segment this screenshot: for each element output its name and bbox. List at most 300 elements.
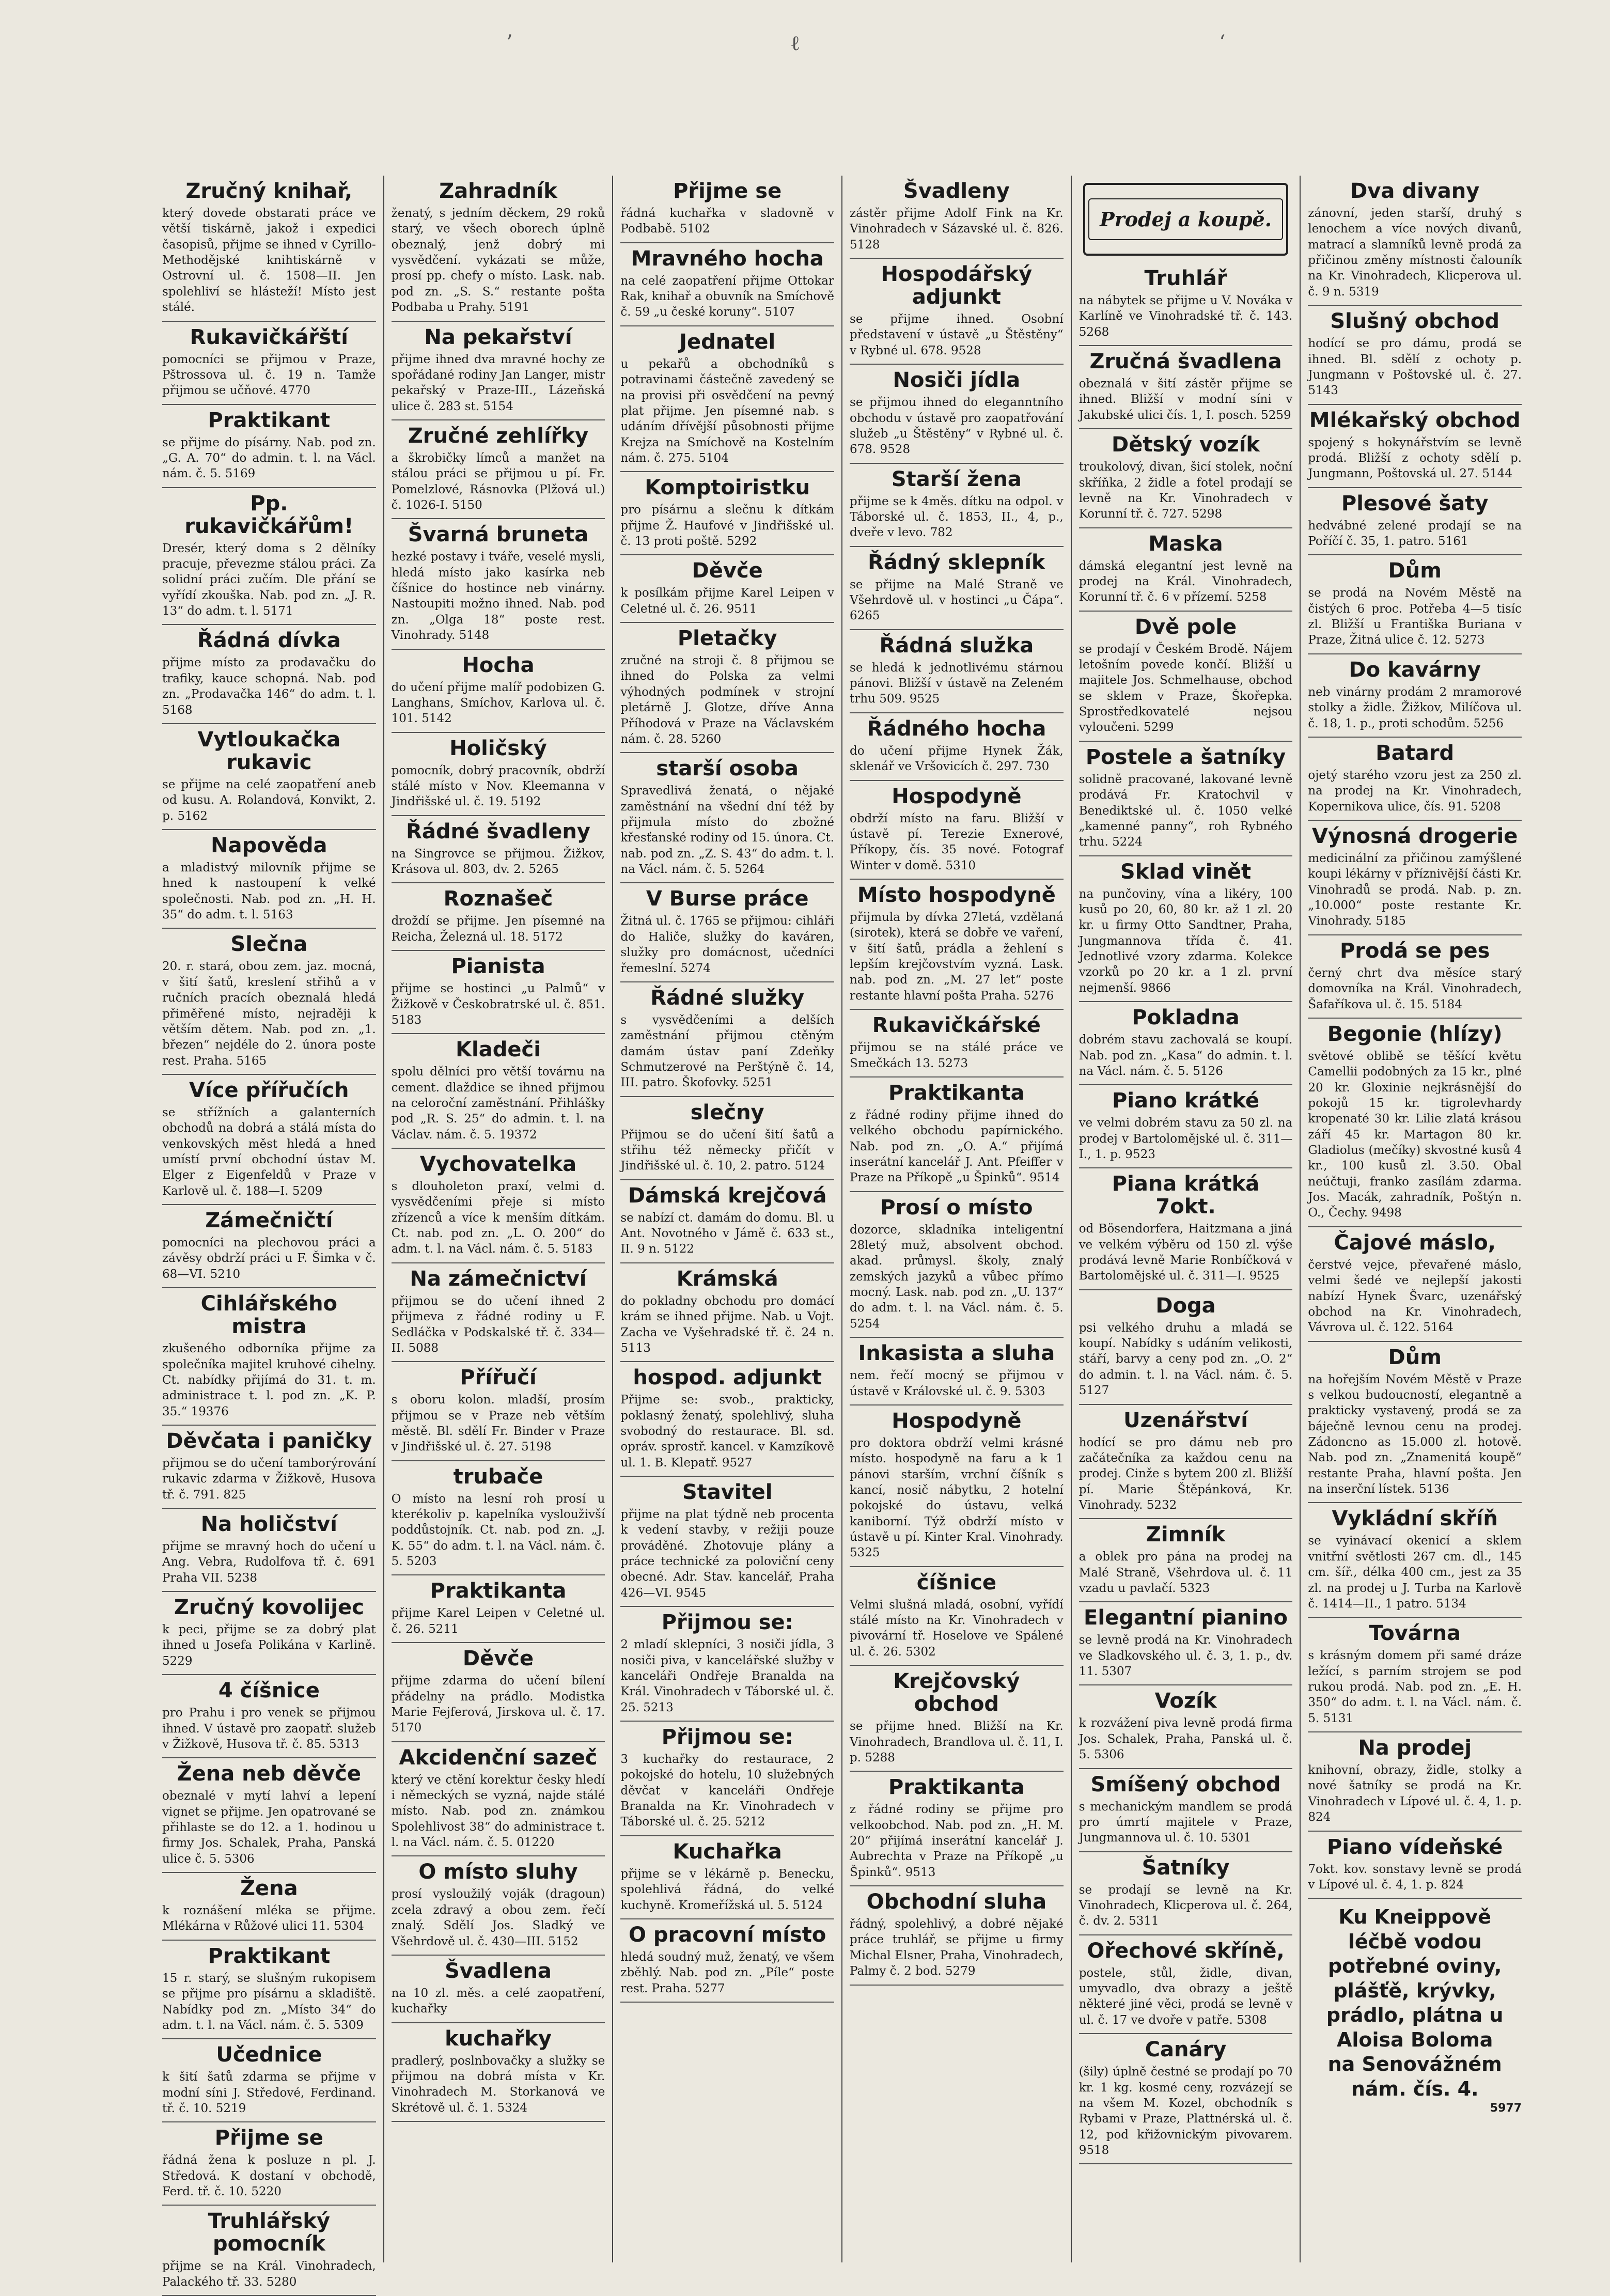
classified-ad [392, 951, 605, 1034]
ad-body: dámská elegantní jest levně na prodej na Král. Vinohradech, Korunní tř. č. 6 v přízemí. 5258 [1078, 559, 1293, 604]
closing-line2: léčbě vodou [1348, 1930, 1482, 1953]
ad-title: Roznašeč [443, 887, 553, 911]
ad-title: Prosí o místo [880, 1195, 1033, 1220]
classified-ad [162, 1675, 376, 1758]
ad-body: se přijmou ihned do eleganntního obchodu v ústavě pro zaopatřování služeb „u Štěstěny“ v Rybné ul. č. 678. 9528 [850, 396, 1064, 457]
ad-title: Maska [1148, 532, 1223, 556]
classified-ad [392, 883, 605, 951]
ad-title: Obchodní sluha [866, 1890, 1047, 1914]
ad-body: k rozvážení piva levně prodá firma Jos. Schalek, Praha, Panská ul. č. 5. 5306 [1078, 1716, 1293, 1762]
classified-ad [162, 1075, 376, 1205]
ad-title: Hospodyně [892, 1409, 1022, 1433]
ad-title: Řádný sklepník [868, 550, 1045, 574]
ad-body: na Singrovce se přijmou. Žižkov, Krásova ul. 803, dv. 2. 5265 [391, 847, 605, 877]
ad-title: Přířučí [460, 1366, 537, 1390]
mark-2: ℓ [790, 32, 801, 55]
ad-title: Žena [240, 1877, 298, 1901]
classified-ad [392, 2023, 605, 2122]
ad-body: troukolový, divan, šicí stolek, noční skříňka, 2 židle a fotel prodají se levně na Kr. Vinohradech v Korunní tř. č. 727. 5298 [1078, 460, 1293, 521]
classified-ad [162, 1205, 376, 1288]
ad-title: starší osoba [656, 757, 799, 781]
classified-ad [850, 1405, 1064, 1567]
classified-ad [162, 1758, 376, 1873]
classified-ad [1308, 935, 1522, 1019]
ad-body: se střížních a galanterních obchodů na dobrá a stálá místa do venkovských měst hledá a hned umístí první obchodní ústav M. Elger z Eigenfeldů v Praze v Karlově ul. č. 188—I. 5209 [162, 1105, 376, 1198]
classified-ad [162, 1509, 376, 1592]
classified-ad [1308, 306, 1522, 404]
ad-body: zástěr přijme Adolf Fink na Kr. Vinohradech v Sázavské ul. č. 826. 5128 [850, 207, 1064, 252]
ad-title: Továrna [1369, 1621, 1461, 1646]
ad-title: Pletačky [677, 627, 777, 651]
classified-ad [850, 1666, 1064, 1772]
ad-body: s krásným domem při samé dráze ležící, s parním strojem se pod rukou prodá. Nab. pod zn. „E. H. 350“ do adm. t. l. na Václ. nám. č. 5. 5131 [1308, 1649, 1522, 1725]
ad-body: z řádné rodiny se přijme pro velkoobchod. Nab. pod zn. „H. M. 20“ přijímá inserátní kancelář J. Aubrechta v Praze na Příkopě „u Špinků“. 9513 [850, 1803, 1064, 1879]
ad-body: do pokladny obchodu pro domácí krám se ihned přijme. Nab. u Vojt. Zacha ve Vyšehradské tř. č. 24 n. 5113 [620, 1294, 835, 1355]
closing-line3: potřebné oviny, plášťě, krývky, prádlo, plátna u [1326, 1955, 1504, 2027]
classified-ad [392, 1575, 605, 1643]
ad-title: Prodá se pes [1339, 939, 1490, 963]
ad-body: pomocníci na plechovou práci a závěsy obdrží práci u F. Šimka v č. 68—VI. 5210 [162, 1236, 376, 1281]
ad-body: dobrém stavu zachovalá se koupí. Nab. pod zn. „Kasa“ do admin. t. l. na Václ. nám. č. 5. 5126 [1078, 1033, 1293, 1078]
ad-body: přijme se mravný hoch do učení u Ang. Vebra, Rudolfova tř. č. 691 Praha VII. 5238 [162, 1540, 376, 1585]
ad-body: k peci, přijme se za dobrý plat ihned u Josefa Polikána v Karlině. 5229 [162, 1623, 376, 1668]
ad-body: přijme se na Král. Vinohradech, Palackého tř. 33. 5280 [162, 2259, 376, 2289]
ad-body: hodící se pro dámu, prodá se ihned. Bl. sdělí z ochoty p. Jungmann v Poštovské ul. č. 27. 5143 [1308, 337, 1522, 398]
ad-title: Uzenářství [1123, 1408, 1248, 1432]
ad-title: Zámečničtí [205, 1209, 333, 1233]
ad-body: přijmula by dívka 27letá, vzdělaná (sirotek), která se dobře ve vaření, v šití šatů, prádla a žehlení s lepším krejčovstvím vyzná. Lask. nab. pod zn. „M. 27 let“ poste restante hlavní pošta Praha. 5276 [850, 910, 1064, 1003]
ad-title: Švadleny [903, 179, 1010, 203]
ad-body: hodící se pro dámu neb pro začátečníka za každou cenu na prodej. Cinže s bytem 200 zl. Bližší pí. Marie Štěpánková, Kr. Vinohrady. 5232 [1078, 1435, 1293, 1512]
classified-ad [1079, 1405, 1293, 1520]
ad-body: přijmou se do učení ihned 2 přijmeva z řádné rodiny u F. Sedláčka v Podskalské tř. č. 334—II. 5088 [391, 1294, 605, 1355]
ad-body: pro Prahu i pro venek se přijmou ihned. V ústavě pro zaopatř. služeb v Žižkově, Husova tř. č. 85. 5313 [162, 1706, 376, 1751]
ad-title: Řádná dívka [197, 629, 341, 653]
ad-title: Praktikant [208, 408, 331, 432]
classified-ad [1308, 176, 1522, 306]
ad-body: přijme ihned dva mravné hochy ze spořádané rodiny Jan Langer, mistr pekařský v Praze-III., Lázeňská ulice č. 283 st. 5154 [391, 352, 605, 413]
classified-ad [392, 1742, 605, 1857]
ad-body: hezké postavy i tváře, veselé mysli, hledá místo jako kasírka neb číšnice do hostince neb vinárny. Nastoupiti možno ihned. Nab. pod zn. „Olga 18“ poste rest. Vinohrady. 5148 [391, 550, 605, 643]
classified-ad [1079, 1602, 1293, 1685]
ad-body: na hořejším Novém Městě v Praze s velkou budoucností, elegantně a prakticky vystavený, prodá se za báječně levnou cenu na prodej. Zádoncno as 15.000 zl. hotově. Nab. pod zn. „Znamenitá koupě“ restante Praha, hlavní pošta. Jen na inserční lístek. 5136 [1308, 1372, 1522, 1496]
ad-title: Děvče [462, 1647, 534, 1671]
ad-body: O místo na lesní roh prosí u kterékoliv p. kapelníka vyslouživší poddůstojník. Ct. nab. pod zn. „J. K. 55“ do adm. t. l. na Václ. nám. č. 5. 5203 [391, 1492, 605, 1569]
promo-box [1083, 183, 1289, 256]
page-marks [0, 31, 1610, 62]
ad-title: Nosiči jídla [893, 368, 1021, 393]
classified-ad [850, 1772, 1064, 1886]
ad-title: Děvčata i paničky [166, 1429, 372, 1453]
classified-ad [1308, 1503, 1522, 1618]
ad-title: trubače [453, 1464, 543, 1489]
classified-ad [1079, 2034, 1293, 2164]
ad-title: Cihlářského mistra [200, 1292, 338, 1339]
ad-body: černý chrt dva měsíce starý domovníka na Král. Vinohradech, Šafaříkova ul. č. 15. 5184 [1308, 966, 1522, 1011]
closing-line4: Aloisa Boloma [1336, 2028, 1493, 2051]
mark-3: ‘ [1219, 31, 1226, 55]
ad-title: Řádná služka [879, 633, 1034, 658]
ad-title: Mravného hocha [631, 246, 824, 271]
classified-ad [620, 472, 834, 555]
classified-ad [1079, 856, 1293, 1003]
ad-body: u pekařů a obchodníků s potravinami částečně zavedený se na provisi při osvědčení na pevný plat přijme. Jen písemné nab. s udáním dřívější působnosti přijme Krejza na Smíchově na Kostelním nám. č. 275. 5104 [620, 357, 835, 465]
ad-body: prosí vysloužilý voják (dragoun) zcela zdravý a obou zem. řečí znalý. Sdělí Jos. Sladký ve Všehrdově ul. č. 430—III. 5152 [391, 1887, 605, 1948]
ad-body: řádný, spolehlivý, a dobré nějaké práce truhlář, se přijme u firmy Michal Elsner, Praha, Vinohradech, Palmy č. 2 bod. 5279 [850, 1917, 1064, 1978]
classified-ad [1308, 1227, 1522, 1342]
ad-body: ženatý, s jedním děckem, 29 roků starý, ve všech oborech úplně obeznalý, jenž dobrý mi vysvědčení. vykázati se může, prosí pp. chefy o místo. Lask. nab. pod zn. „S. S.“ restante pošta Podbaba u Prahy. 5191 [391, 207, 605, 315]
ad-body: postele, stůl, židle, divan, umyvadlo, dva obrazy a ještě některé jiné věci, prodá se levně v ul. č. 17 ve dvoře v patře. 5308 [1078, 1966, 1293, 2027]
ad-title: Na holičství [200, 1512, 337, 1537]
classified-ad [1079, 742, 1293, 856]
ad-title: číšnice [916, 1570, 996, 1595]
ad-title: Truhlářský pomocník [208, 2209, 331, 2256]
ad-body: hledá soudný muž, ženatý, ve všem zběhlý. Nab. pod zn. „Píle“ poste rest. Praha. 5277 [620, 1950, 835, 1995]
classified-ad [850, 1010, 1064, 1077]
ad-title: Přijmou se: [661, 1725, 793, 1749]
ad-body: přijme na plat týdně neb procenta k vedení stavby, v režiji pouze prováděné. Zhotovuje plány a práce technické za poloviční ceny obecné. Adr. Stav. kancelář, Praha 426—VI. 9545 [620, 1508, 835, 1600]
ad-body: se prodají v Českém Brodě. Nájem letošním povede končí. Bližší u majitele Jos. Schmelhause, obchod se sklem v Praze, Škořepka. Sprostředkovatelé nejsou vyloučeni. 5299 [1078, 642, 1293, 735]
ad-title: Švadlena [445, 1959, 552, 1983]
ad-title: Begonie (hlízy) [1327, 1022, 1503, 1046]
ad-title: Hospodářský adjunkt [881, 262, 1033, 309]
classified-ad [1079, 1290, 1293, 1405]
ad-body: (šily) úplně čestné se prodají po 70 kr. 1 kg. kosmé ceny, rozvázejí se na všem M. Kozel, obchodník s Rybami v Praze, Plattnérská ul. č. 12, pod křižovnickým pivovarem. 9518 [1078, 2065, 1293, 2157]
ad-body: ojetý starého vzoru jest za 250 zl. na prodej na Kr. Vinohradech, Kopernikova ulice, čís. 91. 5208 [1308, 768, 1522, 814]
closing-line5: na Senovážném nám. čís. 4. [1327, 2053, 1502, 2100]
ad-body: přijme se hostinci „u Palmů“ v Žižkově v Českobratrské ul. č. 851. 5183 [391, 982, 605, 1027]
classified-ad [1079, 1685, 1293, 1769]
classified-ad [1079, 1002, 1293, 1085]
closing-line1: Ku Kneippově [1338, 1905, 1491, 1929]
classified-ad [620, 1477, 834, 1607]
ad-body: na punčoviny, vína a likéry, 100 kusů po 20, 60, 80 kr. až 1 zl. 20 kr. u firmy Otto Sandtner, Praha, Jungmannova třída č. 41. Jednotlivé vzory zdarma. Kolekce vzorků po 20 kr. a 1 zl. první nejmenší. 9866 [1078, 887, 1293, 995]
classified-ad [620, 623, 834, 753]
classified-ad [392, 420, 605, 519]
closing-code: 5977 [1490, 2102, 1522, 2115]
ad-body: spolu dělníci pro větší továrnu na cement. dlaždice se ihned přijmou na celoroční zaměstnání. Přihlášky pod „R. S. 25“ do admin. t. l. na Václav. nám. č. 5. 19372 [391, 1065, 605, 1142]
classified-ad [1079, 528, 1293, 612]
classified-ad [850, 781, 1064, 880]
ad-body: zkušeného odborníka přijme za společníka majitel kruhové cihelny. Ct. nabídky přijímá do 31. t. m. administrace t. l. pod zn. „K. P. 35.“ 19376 [162, 1342, 376, 1418]
ad-title: Přijme se [214, 2126, 323, 2150]
ad-body: se prodají se levně na Kr. Vinohradech, Klicperova ul. č. 264, č. dv. 2. 5311 [1078, 1883, 1293, 1928]
ad-body: se nabízí ct. damám do domu. Bl. u Ant. Novotného v Jámě č. 633 st., II. 9 n. 5122 [620, 1211, 835, 1256]
classified-ad [1079, 1935, 1293, 2034]
ad-title: Ořechové skříně, [1087, 1939, 1285, 1963]
ad-body: přijme se v lékárně p. Benecku, spolehlivá řádná, do velké kuchyně. Kromeřížská ul. 5. 5124 [620, 1867, 835, 1912]
classified-ad [850, 1886, 1064, 1985]
ad-title: Praktikant [208, 1944, 331, 1968]
ad-title: Napověda [211, 833, 327, 857]
ad-body: řádná kuchařka v sladovně v Podbabě. 5102 [620, 207, 835, 236]
classified-ad [1308, 1019, 1522, 1227]
classified-ad [850, 1192, 1064, 1338]
column-1 [155, 176, 383, 2289]
ad-title: Zručné zehlířky [408, 424, 589, 448]
classified-ad [850, 713, 1064, 781]
ad-body: přijmou se na stálé práce ve Smečkách 13. 5273 [850, 1041, 1064, 1070]
ad-title: slečny [690, 1100, 764, 1124]
classified-ad [392, 1956, 605, 2023]
ad-title: Komptoiristku [645, 476, 810, 500]
classified-ad [392, 1643, 605, 1742]
ad-title: O pracovní místo [628, 1923, 826, 1947]
ad-body: neb vinárny prodám 2 mramorové stolky a židle. Žižkov, Milíčova ul. č. 18, 1. p., proti schodům. 5256 [1308, 685, 1522, 730]
ad-body: na 10 zl. měs. a celé zaopatření, kuchařky [391, 1986, 605, 2016]
ad-body: pomocník, dobrý pracovník, obdrží stálé místo v Nov. Kleemanna v Jindřišské ul. č. 19. 5192 [391, 763, 605, 809]
ad-title: Šatníky [1142, 1855, 1230, 1880]
ad-body: Přijmou se do učení šití šatů a střihu též německy přičít v Jindřišské ul. č. 10, 2. patro. 5124 [620, 1128, 835, 1173]
classified-ad [620, 1097, 834, 1180]
ad-body: který dovede obstarati práce ve větší tiskárně, jakož i expedici časopisů, přijme se ihned v Cyrillo-Methodějské knihtiskárně v Ostrovní ul. č. 1508—II. Jen spolehliví se hlásteží! Místo jest stálé. [162, 207, 376, 315]
ad-title: Holičský [449, 736, 547, 760]
ad-body: a mladistvý milovník přijme se hned k nastoupení k velké společnosti. Nab. pod zn. „H. H. 35“ do adm. t. l. 5163 [162, 861, 376, 922]
ad-body: Spravedlivá ženatá, o nějaké zaměstnání na všední dní též by přijmula místo do zbožné křesťanské rodiny od 15. února. Ct. nab. pod zn. „Z. S. 43“ do adm. t. l. na Václ. nám. č. 5. 5264 [620, 784, 835, 877]
promo-box-label: Prodej a koupě. [1088, 198, 1284, 240]
classified-ad [1308, 488, 1522, 556]
ad-title: Truhlář [1144, 267, 1227, 290]
ad-title: Plesové šaty [1341, 491, 1489, 516]
ad-title: Na pekařství [424, 325, 572, 349]
classified-ad [1308, 405, 1522, 488]
ad-body: Žitná ul. č. 1765 se přijmou: cihláři do Haliče, služky do kaváren, služky pro domácnost, učedníci řemeslní. 5274 [620, 914, 835, 975]
ad-title: Řádného hocha [867, 716, 1046, 741]
ad-title: Dům [1388, 559, 1442, 583]
classified-ad [162, 176, 376, 322]
classified-ad [850, 1077, 1064, 1192]
ad-body: přijme se k 4měs. dítku na odpol. v Táborské ul. č. 1853, II., 4, p., dveře v levo. 782 [850, 494, 1064, 540]
classified-ad [620, 326, 834, 473]
ad-body: přijme Karel Leipen v Celetné ul. č. 26. 5211 [391, 1606, 605, 1636]
classified-ad [1079, 1168, 1293, 1290]
ad-title: Místo hospodyně [857, 883, 1056, 907]
classified-ad [620, 555, 834, 623]
classified-ad [162, 2039, 376, 2122]
classified-ad [1079, 1769, 1293, 1852]
ad-title: Zručný knihař, [185, 179, 353, 203]
ad-body: pro písárnu a slečnu k dítkám přijme Ž. Haufové v Jindřišské ul. č. 13 proti poště. 5292 [620, 503, 835, 549]
ad-body: zánovní, jeden starší, druhý s lenochem a více nových divanů, matrací a slamníků levně prodá za přičinou změny místnosti čalouník na Kr. Vinohradech, Klicperova ul. č. 9 n. 5319 [1308, 207, 1522, 299]
ad-body: světové oblibě se těšící květu Camellii podobných za 15 kr., plné 20 kr. Gloxinie nejkrásnější do pokojů 15 kr. tigrolevhardy kropenaté 30 kr. Lilie zlatá krásou září 45 kr. Martagon 80 kr. Gladiolus (mečíky) skvostné kusů 4 kr., 100 kusů zl. 3.50. Obal neúčtuji, franko zasílám zdarma. Jos. Macák, zahradník, Poštýn n. O., Čechy. 9498 [1308, 1049, 1522, 1220]
ad-title: Zručná švadlena [1089, 350, 1282, 374]
ad-title: Na prodej [1358, 1736, 1472, 1760]
ad-body: s vysvědčeními a delších zaměstnání přijmou ctěným damám ústav paní Zdeňky Schmutzerové na Perštýně č. 14, III. patro. Škofovky. 5251 [620, 1013, 835, 1090]
ad-title: Dva divany [1350, 179, 1480, 203]
ad-title: Sklad vinět [1120, 860, 1252, 884]
classified-ad [850, 464, 1064, 547]
ad-title: Do kavárny [1349, 658, 1481, 682]
ad-title: Pp. rukavičkářům! [184, 491, 354, 538]
classified-ad [392, 1034, 605, 1149]
ad-title: Postele a šatníky [1085, 745, 1286, 769]
classified-ad [1079, 1085, 1293, 1168]
ad-body: čerstvé vejce, převařené máslo, velmi šedé ve nejlepší jakosti nabízí Hynek Švarc, uzenářský obchod na Kr. Vinohradech, Vávrova ul. č. 122. 5164 [1308, 1258, 1522, 1335]
classified-ad [620, 1263, 834, 1362]
ad-title: Jednatel [679, 330, 776, 354]
ad-title: Canáry [1145, 2038, 1227, 2062]
classified-ad [620, 883, 834, 982]
ad-title: Slečna [230, 932, 308, 957]
ad-body: do učení přijme Hynek Žák, sklenář ve Vršovicích č. 297. 730 [850, 744, 1064, 774]
ad-title: Zahradník [439, 179, 557, 203]
ad-body: 2 mladí sklepníci, 3 nosiči jídla, 3 nosiči piva, v kancelářské služby v kanceláři Ondřeje Branalda na Král. Vinohradech v Táborské ul. č. 25. 5213 [620, 1638, 835, 1714]
ad-title: kuchařky [445, 2026, 552, 2051]
ad-body: se levně prodá na Kr. Vinohradech ve Sladkovského ul. č. 3, 1. p., dv. 11. 5307 [1078, 1633, 1293, 1679]
ad-title: Krejčovský obchod [893, 1669, 1020, 1716]
ad-title: Zručný kovolijec [174, 1596, 364, 1620]
ad-body: solidně pracované, lakované levně prodává Fr. Kratochvil v Benediktské ul. č. 1050 velké „kamenné panny“, roh Rybného trhu. 5224 [1078, 772, 1293, 849]
ad-body: obdrží místo na faru. Bližší v ústavě pí. Terezie Exnerové, Příkopy, čís. 35 nové. Fotograf Winter v domě. 5310 [850, 811, 1064, 872]
ad-body: 7okt. kov. sonstavy levně se prodá v Lípové ul. č. 4, 1. p. 824 [1308, 1862, 1522, 1892]
classified-ad [162, 625, 376, 724]
classified-ad [392, 519, 605, 649]
ad-title: Dámská krejčová [628, 1183, 827, 1208]
ad-title: Smíšený obchod [1090, 1772, 1281, 1797]
ad-title: Vykládní skříň [1332, 1507, 1498, 1531]
ad-title: Praktikanta [888, 1775, 1025, 1800]
column-3 [612, 176, 841, 2262]
classified-ad [620, 176, 834, 243]
classified-ad [1079, 1519, 1293, 1602]
classified-ad [1308, 1618, 1522, 1732]
ad-body: s oboru kolon. mladší, prosím přijmou se v Praze neb větším městě. Bl. sdělí Fr. Binder v Praze v Jindřišské ul. č. 27. 5198 [391, 1393, 605, 1454]
ad-body: se hledá k jednotlivému stárnou pánovi. Bližší v ústavě na Zeleném trhu 509. 9525 [850, 661, 1064, 706]
classified-ad [392, 1461, 605, 1576]
ad-title: Dětský vozík [1112, 433, 1260, 457]
column-4 [841, 176, 1071, 2262]
classified-ad [620, 1607, 834, 1722]
ad-title: Mlékařský obchod [1309, 408, 1521, 432]
classified-ad [162, 929, 376, 1075]
classified-ad [162, 322, 376, 405]
classified-ad [162, 488, 376, 626]
ad-body: z řádné rodiny přijme ihned do velkého obchodu papírnického. Nab. pod zn. „O. A.“ přijímá inserátní kancelář J. Ant. Pfeiffer v Praze na Příkopě „u Špinků“. 9514 [850, 1108, 1064, 1185]
ad-title: Dvě pole [1134, 615, 1237, 639]
classified-ad [162, 830, 376, 929]
ad-title: Krámská [676, 1267, 778, 1291]
classified-ad [1308, 1732, 1522, 1831]
classified-ad [162, 405, 376, 488]
ad-body: hedvábné zelené prodají se na Poříčí č. 35, 1. patro. 5161 [1308, 519, 1522, 549]
classified-ad [1079, 1852, 1293, 1935]
classified-ad [1308, 654, 1522, 738]
classified-ad [392, 816, 605, 884]
ad-title: Starší žena [891, 467, 1022, 491]
classified-ad [1079, 346, 1293, 429]
classified-ad [392, 1149, 605, 1263]
classified-ad [392, 1263, 605, 1362]
ad-title: Výnosná drogerie [1312, 824, 1518, 848]
ad-title: Řádné švadleny [406, 819, 590, 844]
ad-body: se prodá na Novém Městě na čistých 6 proc. Potřeba 4—5 tisíc zl. Bližší u Františka Buriana v Praze, Žitná ulice č. 12. 5273 [1308, 586, 1522, 647]
classified-page [155, 176, 1529, 2289]
ad-body: pradlerý, poslnbovačky a služky se přijmou na dobrá místa v Kr. Vinohradech M. Storkanová ve Skrétově ul. č. 1. 5324 [391, 2054, 605, 2115]
column-6 [1300, 176, 1529, 2262]
ad-title: Rukavičkářští [190, 325, 348, 349]
ad-title: Pokladna [1132, 1006, 1240, 1030]
classified-ad [850, 176, 1064, 259]
classified-ad [1079, 429, 1293, 528]
ad-body: se přijme na celé zaopatření aneb od kusu. A. Rolandová, Konvikt, 2. p. 5162 [162, 777, 376, 823]
ad-title: Přijme se [673, 179, 782, 203]
ad-title: Řádné služky [650, 986, 805, 1010]
ad-title: Rukavičkářské [872, 1013, 1041, 1038]
ad-title: Piano krátké [1112, 1089, 1260, 1113]
classified-ad [392, 1856, 605, 1955]
ad-body: přijme místo za prodavačku do trafiky, kauce schopná. Nab. pod zn. „Prodavačka 146“ do adm. t. l. 5168 [162, 656, 376, 717]
ad-body: přijmou se do učení tamborýrování rukavic zdarma v Žižkově, Husova tř. č. 791. 825 [162, 1456, 376, 1502]
classified-ad [162, 1592, 376, 1675]
ad-title: O místo sluhy [418, 1860, 578, 1884]
classified-ad [162, 1873, 376, 1941]
ad-body: se přijme ihned. Osobní představení v ústavě „u Štěstěny“ v Rybné ul. 678. 9528 [850, 313, 1064, 357]
classified-ad [162, 2122, 376, 2206]
ad-body: Dresér, který doma s 2 dělníky pracuje, převezme stálou práci. Za solidní práci zučím. Dle přání se vyřídí zkouška. Nab. pod zn. „J. R. 13“ do adm. t. l. 5171 [162, 541, 376, 618]
ad-title: Vytloukačka rukavic [197, 727, 341, 774]
ad-title: Pianista [451, 955, 545, 979]
classified-ad [1079, 263, 1293, 346]
classified-ad [162, 1426, 376, 1509]
classified-ad [850, 259, 1064, 365]
ad-title: Učednice [216, 2043, 322, 2067]
ad-title: Vychovatelka [419, 1152, 577, 1177]
ad-title: Na zámečnictví [410, 1267, 587, 1291]
classified-ad [850, 880, 1064, 1010]
ad-body: medicinální za přičinou zamýšlené koupi lékárny v příznivější části Kr. Vinohradů se prodá. Nab. p. zn. „10.000“ poste restante Kr. Vinohrady. 5185 [1308, 851, 1522, 928]
classified-ad [392, 176, 605, 322]
ad-title: 4 číšnice [218, 1679, 320, 1703]
ad-body: do učení přijme malíř podobizen G. Langhans, Smíchov, Karlova ul. č. 101. 5142 [391, 680, 605, 726]
ad-body: se vyinávací okenicí a sklem vnitřní světlosti 267 cm. dl., 145 cm. šíř., délka 400 cm., jest za 35 zl. na prodej u J. Turba na Karlově č. 1414—II., 1 patro. 5134 [1308, 1534, 1522, 1611]
ad-title: Vozík [1154, 1689, 1217, 1713]
classified-ad [1079, 612, 1293, 742]
classified-ad [392, 1362, 605, 1461]
ad-body: 15 r. starý, se slušným rukopisem se přijme pro písárnu a skladiště. Nabídky pod zn. „Místo 34“ do adm. t. l. na Václ. nám. č. 5. 5309 [162, 1971, 376, 2032]
ad-body: pro doktora obdrží velmi krásné místo. hospodyně na faru a k 1 pánovi starším, vrchní číšník s kancí, nosič nábytku, 2 hotelní pokojské do ústavu, velká kaniborní. Týž obdrží místo v ústavě u pí. Kinter Kral. Vinohrady. 5325 [850, 1436, 1064, 1560]
ad-body: na nábytek se přijme u V. Nováka v Karlíně ve Vinohradské tř. č. 143. 5268 [1078, 294, 1293, 339]
ad-body: který ve ctění korektur česky hledí i německých se vyzná, najde stálé místo. Nab. pod zn. známkou Spolehlivost 38“ do administrace t. l. na Václ. nám. č. 5. 01220 [391, 1773, 605, 1850]
ad-title: V Burse práce [646, 887, 809, 911]
ad-body: a oblek pro pána na prodej na Malé Straně, Všehrdova ul. č. 11 vzadu u pavlačí. 5323 [1078, 1550, 1293, 1596]
ad-title: Batard [1375, 741, 1455, 765]
ad-body: s dlouholeton praxí, velmi d. vysvědčeními přeje si místo zřízenců a více k menším dítkám. Ct. nab. pod zn. „L. O. 200“ do adm. t. l. na Václ. nám. č. 5. 5183 [391, 1180, 605, 1256]
classified-ad [1308, 738, 1522, 821]
ad-body: se přijme na Malé Straně ve Všehrdově ul. v hostinci „u Čápa“. 6265 [850, 577, 1064, 623]
classified-ad [392, 650, 605, 733]
ad-title: Kladeči [456, 1038, 541, 1062]
ad-title: Děvče [692, 559, 763, 583]
ad-title: Zimník [1146, 1523, 1226, 1547]
ad-body: 20. r. stará, obou zem. jaz. mocná, v šití šatů, kreslení střihů a v ručních pracích obeznalá hledá přiměřené místo, nejraději k větším dětem. Nab. pod zn. „1. březen“ nejdéle do 2. února poste rest. Praha. 5165 [162, 960, 376, 1068]
column-5 [1071, 176, 1300, 2262]
ad-body: se přijme do písárny. Nab. pod zn. „G. A. 70“ do admin. t. l. na Václ. nám. č. 5. 5169 [162, 435, 376, 481]
classified-ad [620, 1919, 834, 2003]
classified-ad [620, 753, 834, 883]
ad-body: pomocníci se přijmou v Praze, Pštrossova ul. č. 19 n. Tamže přijmou se učňové. 4770 [162, 352, 376, 398]
ad-body: zručné na stroji č. 8 přijmou se ihned do Polska za velmi výhodných podmínek v strojní pletárně J. Glotze, dříve Anna Příhodová v Praze na Václavském nám. č. 28. 5260 [620, 654, 835, 746]
ad-body: s mechanickým mandlem se prodá pro úmrtí majitele v Praze, Jungmannova ul. č. 10. 5301 [1078, 1800, 1293, 1845]
ad-title: Čajové máslo, [1334, 1230, 1496, 1255]
ad-body: přijme zdarma do učení bílení přádelny na prádlo. Modistka Marie Fejferová, Jirskova ul. č. 17. 5170 [391, 1674, 605, 1735]
ad-title: Žena neb děvče [177, 1762, 362, 1786]
ad-body: droždí se přijme. Jen písemné na Reicha, Železná ul. 18. 5172 [391, 914, 605, 944]
ad-body: 3 kuchařky do restaurace, 2 pokojské do hotelu, 10 služebných děvčat v kanceláři Ondřeje Branalda na Kr. Vinohradech v Táborské ul. č. 25. 5212 [620, 1753, 835, 1829]
column-2 [383, 176, 613, 2262]
classified-ad [620, 1722, 834, 1836]
classified-ad [162, 1941, 376, 2039]
ad-body: ve velmi dobrém stavu za 50 zl. na prodej v Bartolomějské ul. č. 311—I., 1. p. 9523 [1078, 1116, 1293, 1161]
